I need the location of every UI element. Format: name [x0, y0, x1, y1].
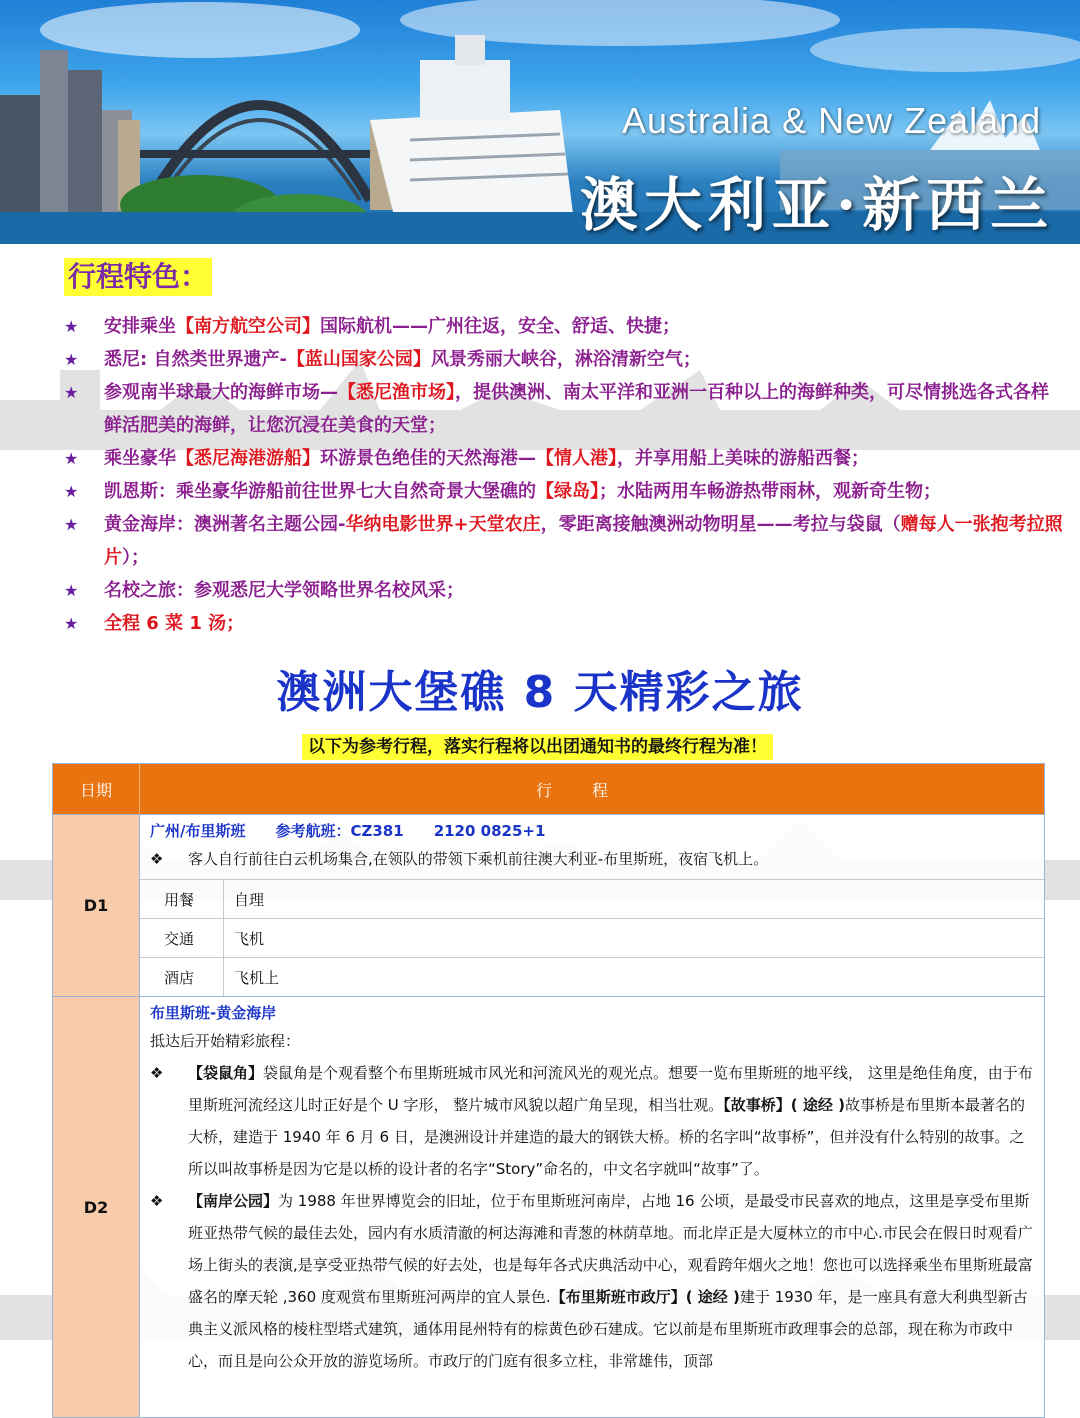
itinerary-title: 澳洲大堡礁 8 天精彩之旅: [276, 667, 804, 718]
day-label: D2: [53, 997, 140, 1417]
features-list: [64, 310, 1064, 640]
star-bullet-icon: ★: [64, 614, 79, 633]
route-line: [140, 815, 1044, 843]
banner-title-cn: 澳大利亚·新西兰: [580, 171, 1055, 239]
day-row: [53, 996, 1044, 1417]
hotel-row: 酒店 飞机上: [140, 957, 1044, 996]
route-name: 广州/布里斯班: [150, 822, 246, 840]
feature-item: ★ 名校之旅：参观悉尼大学领略世界名校风采；: [64, 574, 1064, 607]
header-itinerary: 行程: [535, 780, 648, 800]
diamond-bullet-icon: ❖: [150, 1064, 164, 1082]
meal-row: 用餐 自理: [140, 879, 1044, 918]
features-heading: 行程特色：: [64, 258, 212, 296]
itinerary-bullet: ❖ 客人自行前往白云机场集合,在领队的带领下乘机前往澳大利亚-布里斯班，夜宿飞机上。: [140, 843, 1044, 879]
transport-row: 交通 飞机: [140, 918, 1044, 957]
star-bullet-icon: ★: [64, 482, 79, 501]
header-date: 日期: [53, 764, 140, 814]
feature-item: ★ 乘坐豪华【悉尼海港游船】环游景色绝佳的天然海港—【情人港】，并享用船上美味的游船西餐；: [64, 442, 1064, 475]
banner-title-en: Australia & New Zealand: [622, 100, 1042, 141]
star-bullet-icon: ★: [64, 449, 79, 468]
itinerary-table: [52, 763, 1045, 1418]
flight-time: 2120 0825+1: [433, 822, 546, 840]
header-banner: [0, 0, 1080, 244]
itinerary-bullet: ❖ 【袋鼠角】袋鼠角是个观看整个布里斯班城市风光和河流风光的观光点。想要一览布里斯班的地平线， 这里是绝佳角度，由于布里斯班河流经这儿时正好是个 U 字形， 整片城市风貌以超广角呈现，相当壮观。【故事桥】( 途经 )故事桥是布里斯本最著名的大桥，建造于 1940 年 6 月 6 日，是澳洲设计并建造的最大的钢铁大桥。桥的名字叫“故事桥”，但并没有什么特别的故事。之所以叫故事桥是因为它是以桥的设计者的名字“Story”命名的，中文名字就叫“故事”了。: [140, 1057, 1044, 1185]
star-bullet-icon: ★: [64, 383, 79, 402]
feature-item: ★ 黄金海岸：澳洲著名主题公园-华纳电影世界+天堂农庄，零距离接触澳洲动物明星——考拉与袋鼠（赠每人一张抱考拉照片）；: [64, 508, 1064, 574]
feature-item: ★ 安排乘坐【南方航空公司】国际航机——广州往返，安全、舒适、快捷；: [64, 310, 1064, 343]
feature-item: ★ 参观南半球最大的海鲜市场—【悉尼渔市场】，提供澳洲、南太平洋和亚洲一百种以上的海鲜种类，可尽情挑选各式各样鲜活肥美的海鲜，让您沉浸在美食的天堂；: [64, 376, 1064, 442]
feature-item: ★ 悉尼: 自然类世界遗产-【蓝山国家公园】风景秀丽大峡谷，淋浴清新空气；: [64, 343, 1064, 376]
day-label: D1: [53, 815, 140, 996]
route-name: 布里斯班-黄金海岸: [150, 1004, 277, 1022]
flight-ref: 参考航班：CZ381: [275, 822, 404, 840]
star-bullet-icon: ★: [64, 581, 79, 600]
intro-text: 抵达后开始精彩旅程：: [150, 1032, 301, 1050]
star-bullet-icon: ★: [64, 317, 79, 336]
feature-item: ★ 凯恩斯：乘坐豪华游船前往世界七大自然奇景大堡礁的【绿岛】；水陆两用车畅游热带雨林，观新奇生物；: [64, 475, 1064, 508]
day-content: [140, 997, 1044, 1417]
itinerary-bullet: ❖ 【南岸公园】为 1988 年世界博览会的旧址，位于布里斯班河南岸，占地 16 公顷，是最受市民喜欢的地点，这里是享受布里斯班亚热带气候的最佳去处，园内有水质清澈的柯达海滩和青葱的林荫草地。而北岸正是大厦林立的市中心.市民会在假日时观看广场上街头的表演,是享受亚热带气候的好去处，也是每年各式庆典活动中心，观看跨年烟火之地！您也可以选择乘坐布里斯班最富盛名的摩天轮 ,360 度观赏布里斯班河两岸的宜人景色.【布里斯班市政厅】( 途经 )建于 1930 年，是一座具有意大利典型新古典主义派风格的棱柱型塔式建筑，通体用昆州特有的棕黄色砂石建成。它以前是布里斯班市政理事会的总部，现在称为市政中心，而且是向公众开放的游览场所。市政厅的门庭有很多立柱，非常雄伟，顶部: [140, 1185, 1044, 1377]
diamond-bullet-icon: ❖: [150, 850, 164, 868]
feature-item: ★ 全程 6 菜 1 汤；: [64, 607, 1064, 640]
itinerary-note: 以下为参考行程，落实行程将以出团通知书的最终行程为准！: [302, 734, 773, 760]
day-content: [140, 815, 1044, 996]
star-bullet-icon: ★: [64, 515, 79, 534]
diamond-bullet-icon: ❖: [150, 1192, 164, 1210]
star-bullet-icon: ★: [64, 350, 79, 369]
table-header: [53, 764, 1044, 814]
day-row: [53, 814, 1044, 996]
